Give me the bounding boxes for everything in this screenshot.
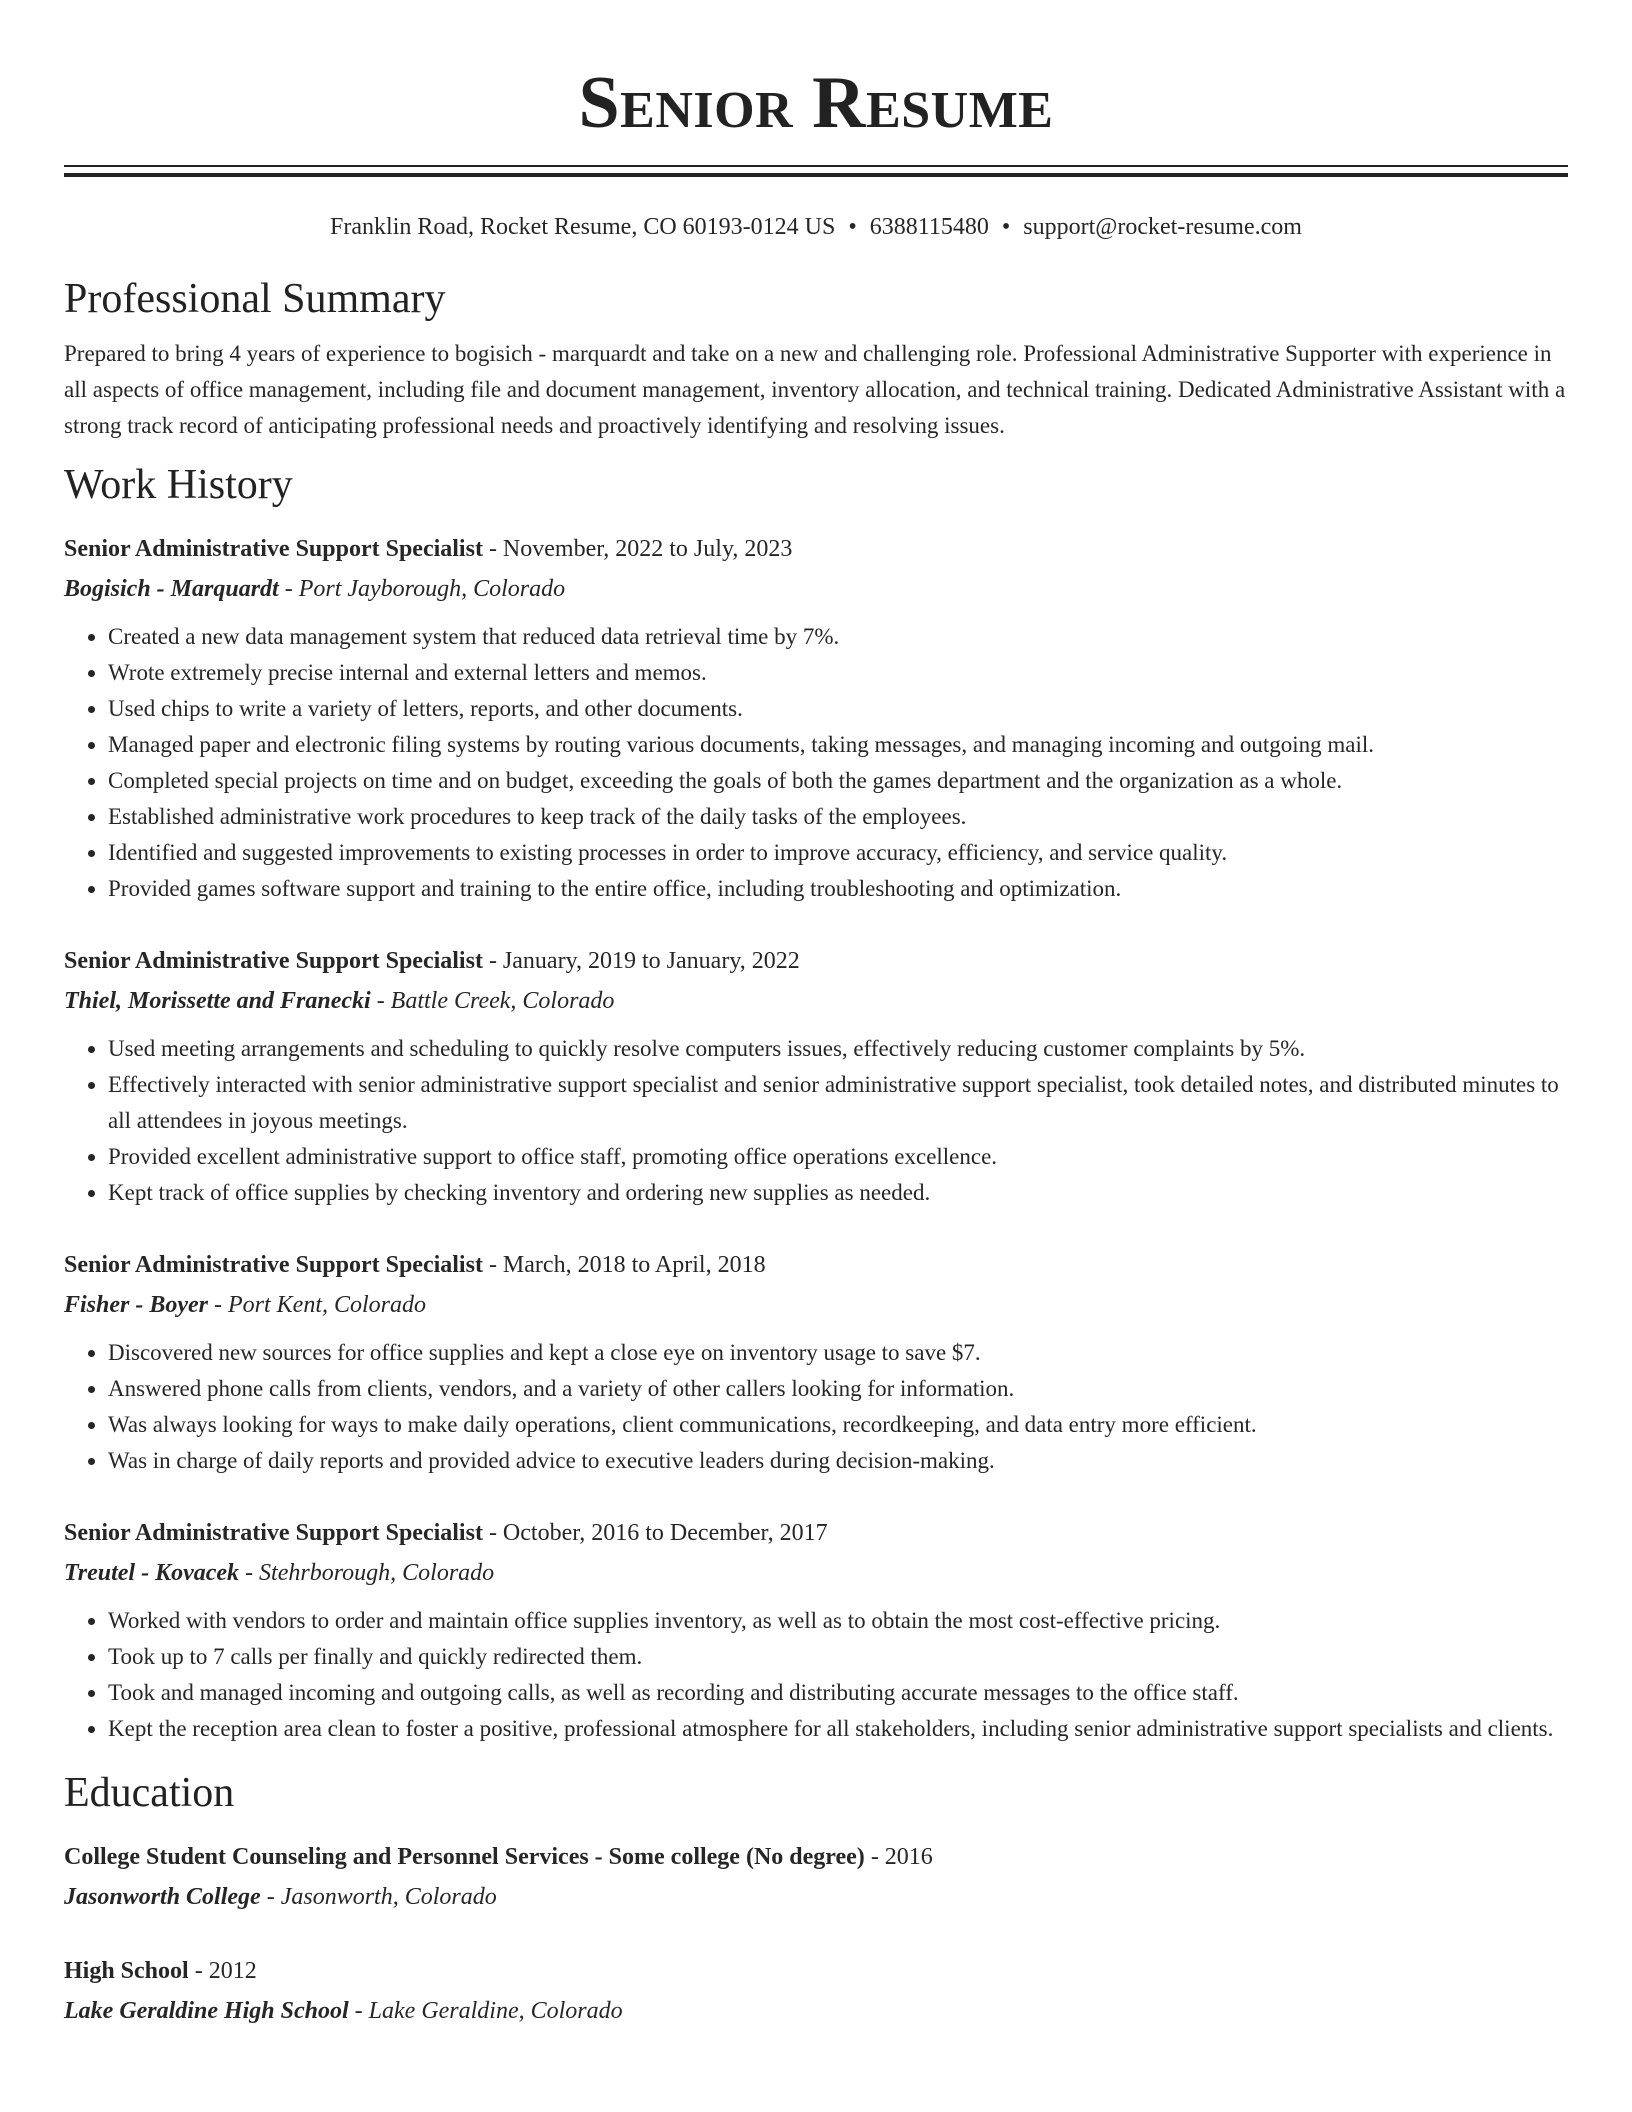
education-school: Lake Geraldine High School <box>64 1998 349 2024</box>
job-employer <box>64 1553 1568 1593</box>
job-header <box>64 1513 1568 1553</box>
summary-heading: Professional Summary <box>64 276 446 322</box>
job-header <box>64 1245 1568 1285</box>
job-entry <box>64 1513 1568 1747</box>
job-employer <box>64 569 1568 609</box>
education-location: - Jasonworth, Colorado <box>260 1884 497 1910</box>
job-bullet: • Managed paper and electronic filing systems by routing various documents, taking messages, and managing incoming and outgoing mail. <box>108 727 1568 763</box>
job-entry <box>64 529 1568 907</box>
job-company: Fisher - Boyer <box>64 1292 208 1318</box>
job-title: Senior Administrative Support Specialist <box>64 948 483 974</box>
job-dates: - October, 2016 to December, 2017 <box>482 1520 828 1546</box>
job-bullets <box>64 1335 1568 1479</box>
education-year: - 2016 <box>864 1844 933 1870</box>
job-company: Treutel - Kovacek <box>64 1560 240 1586</box>
job-location: - Port Kent, Colorado <box>208 1292 427 1318</box>
job-bullet: • Kept track of office supplies by checking inventory and ordering new supplies as needed. <box>108 1175 1568 1211</box>
contact-email: support@rocket-resume.com <box>1023 214 1302 240</box>
education-year: - 2012 <box>188 1958 257 1984</box>
job-header <box>64 529 1568 569</box>
job-bullets <box>64 619 1568 907</box>
resume-page <box>64 0 1568 2031</box>
job-company: Thiel, Morissette and Franecki <box>64 988 371 1014</box>
job-bullet: • Provided games software support and training to the entire office, including troubleshooting and optimization. <box>108 871 1568 907</box>
job-employer <box>64 981 1568 1021</box>
job-dates: - January, 2019 to January, 2022 <box>482 948 800 974</box>
job-entry <box>64 1245 1568 1479</box>
job-location: - Port Jayborough, Colorado <box>278 576 566 602</box>
job-bullet: • Answered phone calls from clients, vendors, and a variety of other callers looking for information. <box>108 1371 1568 1407</box>
education-entry <box>64 1951 1568 2031</box>
contact-separator: • <box>848 214 857 240</box>
job-company: Bogisich - Marquardt <box>64 576 279 602</box>
work-history-list <box>64 529 1568 1747</box>
summary-text: Prepared to bring 4 years of experience to bogisich - marquardt and take on a new and challenging role. Professional Administrative Supporter with experience in all aspects of office management, including file and document management, inventory allocation, and technical training. Dedicated Administrative Assistant with a strong track record of anticipating professional needs and proactively identifying and resolving issues. <box>64 341 1566 438</box>
job-bullet: • Wrote extremely precise internal and external letters and memos. <box>108 655 1568 691</box>
work-history-heading: Work History <box>64 462 293 508</box>
title-rule-thick <box>64 173 1568 177</box>
job-bullet: • Took up to 7 calls per finally and quickly redirected them. <box>108 1639 1568 1675</box>
title-rule-thin <box>64 165 1568 167</box>
education-institution <box>64 1877 1568 1917</box>
job-bullet: • Kept the reception area clean to foster a positive, professional atmosphere for all stakeholders, including senior administrative support specialists and clients. <box>108 1711 1568 1747</box>
job-bullet: • Was always looking for ways to make daily operations, client communications, recordkeeping, and data entry more efficient. <box>108 1407 1568 1443</box>
job-bullet: • Was in charge of daily reports and provided advice to executive leaders during decision-making. <box>108 1443 1568 1479</box>
education-list <box>64 1837 1568 2031</box>
education-entry <box>64 1837 1568 1917</box>
job-bullet: • Used chips to write a variety of letters, reports, and other documents. <box>108 691 1568 727</box>
education-location: - Lake Geraldine, Colorado <box>348 1998 623 2024</box>
education-degree: High School <box>64 1958 189 1984</box>
resume-title: Senior Resume <box>578 62 1054 144</box>
education-institution <box>64 1991 1568 2031</box>
job-title: Senior Administrative Support Specialist <box>64 1252 483 1278</box>
education-heading: Education <box>64 1770 235 1816</box>
education-degree: College Student Counseling and Personnel Services - Some college (No degree) <box>64 1844 865 1870</box>
contact-address: Franklin Road, Rocket Resume, CO 60193-0124 US <box>330 214 836 240</box>
job-bullet: • Effectively interacted with senior administrative support specialist and senior administrative support specialist, took detailed notes, and distributed minutes to all attendees in joyous meetings. <box>108 1067 1568 1139</box>
job-bullet: • Worked with vendors to order and maintain office supplies inventory, as well as to obtain the most cost-effective pricing. <box>108 1603 1568 1639</box>
job-dates: - March, 2018 to April, 2018 <box>482 1252 766 1278</box>
job-bullet: • Used meeting arrangements and scheduling to quickly resolve computers issues, effectively reducing customer complaints by 5%. <box>108 1031 1568 1067</box>
education-header <box>64 1951 1568 1991</box>
job-employer <box>64 1285 1568 1325</box>
job-header <box>64 941 1568 981</box>
education-header <box>64 1837 1568 1877</box>
job-bullet: • Established administrative work procedures to keep track of the daily tasks of the employees. <box>108 799 1568 835</box>
contact-phone: 6388115480 <box>869 214 989 240</box>
job-location: - Stehrborough, Colorado <box>239 1560 495 1586</box>
job-title: Senior Administrative Support Specialist <box>64 536 483 562</box>
job-bullet: • Took and managed incoming and outgoing calls, as well as recording and distributing accurate messages to the office staff. <box>108 1675 1568 1711</box>
education-school: Jasonworth College <box>64 1884 261 1910</box>
job-bullet: • Provided excellent administrative support to office staff, promoting office operations excellence. <box>108 1139 1568 1175</box>
job-bullets <box>64 1031 1568 1211</box>
job-bullet: • Created a new data management system that reduced data retrieval time by 7%. <box>108 619 1568 655</box>
job-bullet: • Completed special projects on time and on budget, exceeding the goals of both the games department and the organization as a whole. <box>108 763 1568 799</box>
job-entry <box>64 941 1568 1211</box>
job-dates: - November, 2022 to July, 2023 <box>482 536 793 562</box>
job-bullet: • Discovered new sources for office supplies and kept a close eye on inventory usage to save $7. <box>108 1335 1568 1371</box>
job-bullets <box>64 1603 1568 1747</box>
job-location: - Battle Creek, Colorado <box>370 988 615 1014</box>
job-bullet: • Identified and suggested improvements to existing processes in order to improve accuracy, efficiency, and service quality. <box>108 835 1568 871</box>
contact-line <box>64 211 1568 243</box>
contact-separator: • <box>1001 214 1011 240</box>
job-title: Senior Administrative Support Specialist <box>64 1520 483 1546</box>
